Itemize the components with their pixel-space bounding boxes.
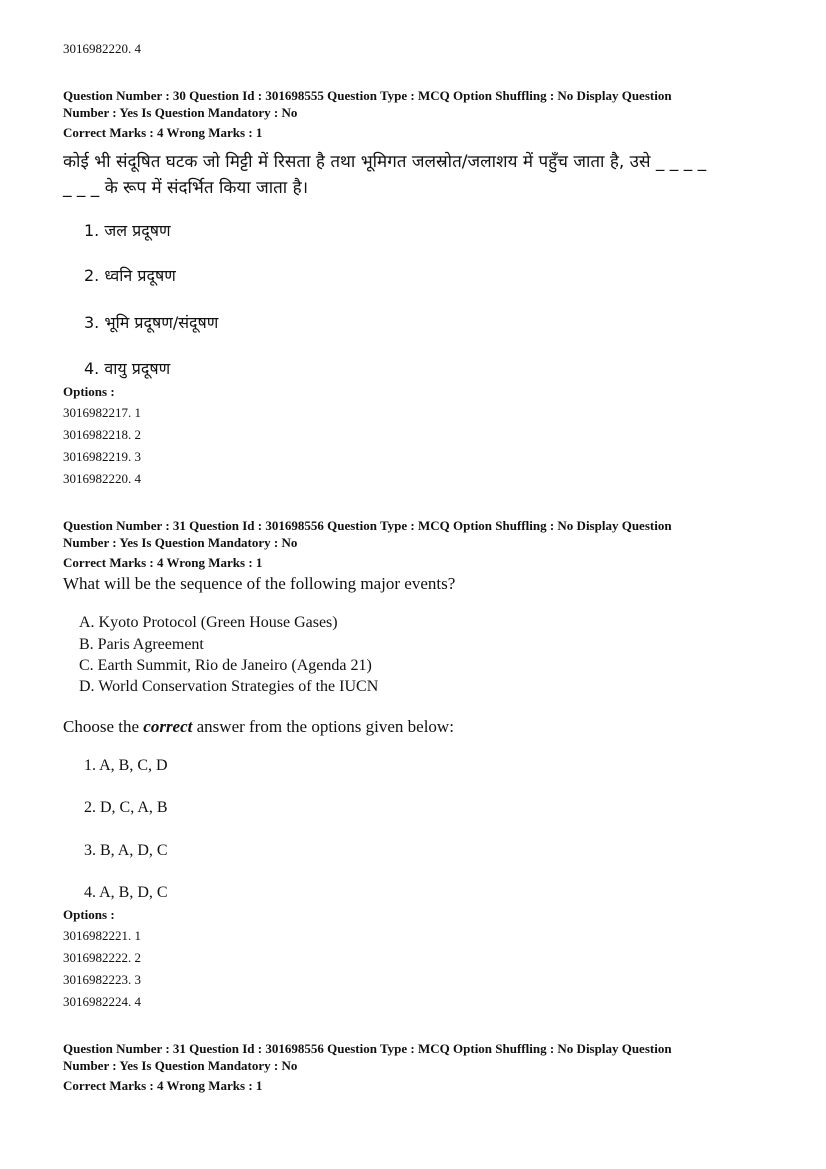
q30-marks: Correct Marks : 4 Wrong Marks : 1 [63, 125, 263, 140]
q31-options-label: Options : [63, 907, 115, 922]
q31-instruction [63, 717, 454, 737]
q31-item-d: D. World Conservation Strategies of the IUCN [79, 678, 379, 695]
q30-header-line1: Question Number : 30 Question Id : 301698555 Question Type : MCQ Option Shuffling : No Display Question [63, 88, 672, 103]
q31-item-b: B. Paris Agreement [79, 636, 204, 653]
q31-header-line1: Question Number : 31 Question Id : 301698556 Question Type : MCQ Option Shuffling : No Display Question [63, 518, 672, 533]
q31-header-line2: Number : Yes Is Question Mandatory : No [63, 535, 298, 550]
q30-option-id-1: 3016982217. 1 [63, 405, 141, 420]
instruction-prefix: Choose the [63, 717, 144, 736]
q30-question-line2: _ _ _ के रूप में संदर्भित किया जाता है। [63, 178, 309, 198]
q31-option-id-3: 3016982223. 3 [63, 972, 141, 987]
q30-choice-3: 3. भूमि प्रदूषण/संदूषण [84, 313, 219, 332]
q31-item-c: C. Earth Summit, Rio de Janeiro (Agenda 21) [79, 657, 372, 674]
q30-choice-4: 4. वायु प्रदूषण [84, 359, 171, 378]
q30-option-id-3: 3016982219. 3 [63, 449, 141, 464]
q31-choice-3: 3. B, A, D, C [84, 842, 168, 859]
q31-item-a: A. Kyoto Protocol (Green House Gases) [79, 614, 338, 631]
q31-repeat-marks: Correct Marks : 4 Wrong Marks : 1 [63, 1078, 263, 1093]
instruction-emphasis: correct [143, 717, 193, 736]
instruction-suffix: answer from the options given below: [192, 717, 454, 736]
q31-option-id-1: 3016982221. 1 [63, 928, 141, 943]
q31-choice-2: 2. D, C, A, B [84, 799, 168, 816]
q31-choice-4: 4. A, B, D, C [84, 884, 168, 901]
q30-header-line2: Number : Yes Is Question Mandatory : No [63, 105, 298, 120]
q31-choice-1: 1. A, B, C, D [84, 757, 168, 774]
q30-option-id-2: 3016982218. 2 [63, 427, 141, 442]
q31-option-id-4: 3016982224. 4 [63, 994, 141, 1009]
q31-marks: Correct Marks : 4 Wrong Marks : 1 [63, 555, 263, 570]
q30-question-line1: कोई भी संदूषित घटक जो मिट्टी में रिसता है तथा भूमिगत जलस्रोत/जलाशय में पहुँच जाता है, उसे _ _ _ _ [63, 152, 707, 172]
option-id-line: 3016982220. 4 [63, 41, 141, 56]
q31-repeat-header-line1: Question Number : 31 Question Id : 301698556 Question Type : MCQ Option Shuffling : No Display Question [63, 1041, 672, 1056]
q30-option-id-4: 3016982220. 4 [63, 471, 141, 486]
q30-options-label: Options : [63, 384, 115, 399]
q31-question: What will be the sequence of the following major events? [63, 574, 456, 593]
q30-choice-2: 2. ध्वनि प्रदूषण [84, 266, 176, 285]
q31-repeat-header-line2: Number : Yes Is Question Mandatory : No [63, 1058, 298, 1073]
q30-choice-1: 1. जल प्रदूषण [84, 221, 171, 240]
q31-option-id-2: 3016982222. 2 [63, 950, 141, 965]
